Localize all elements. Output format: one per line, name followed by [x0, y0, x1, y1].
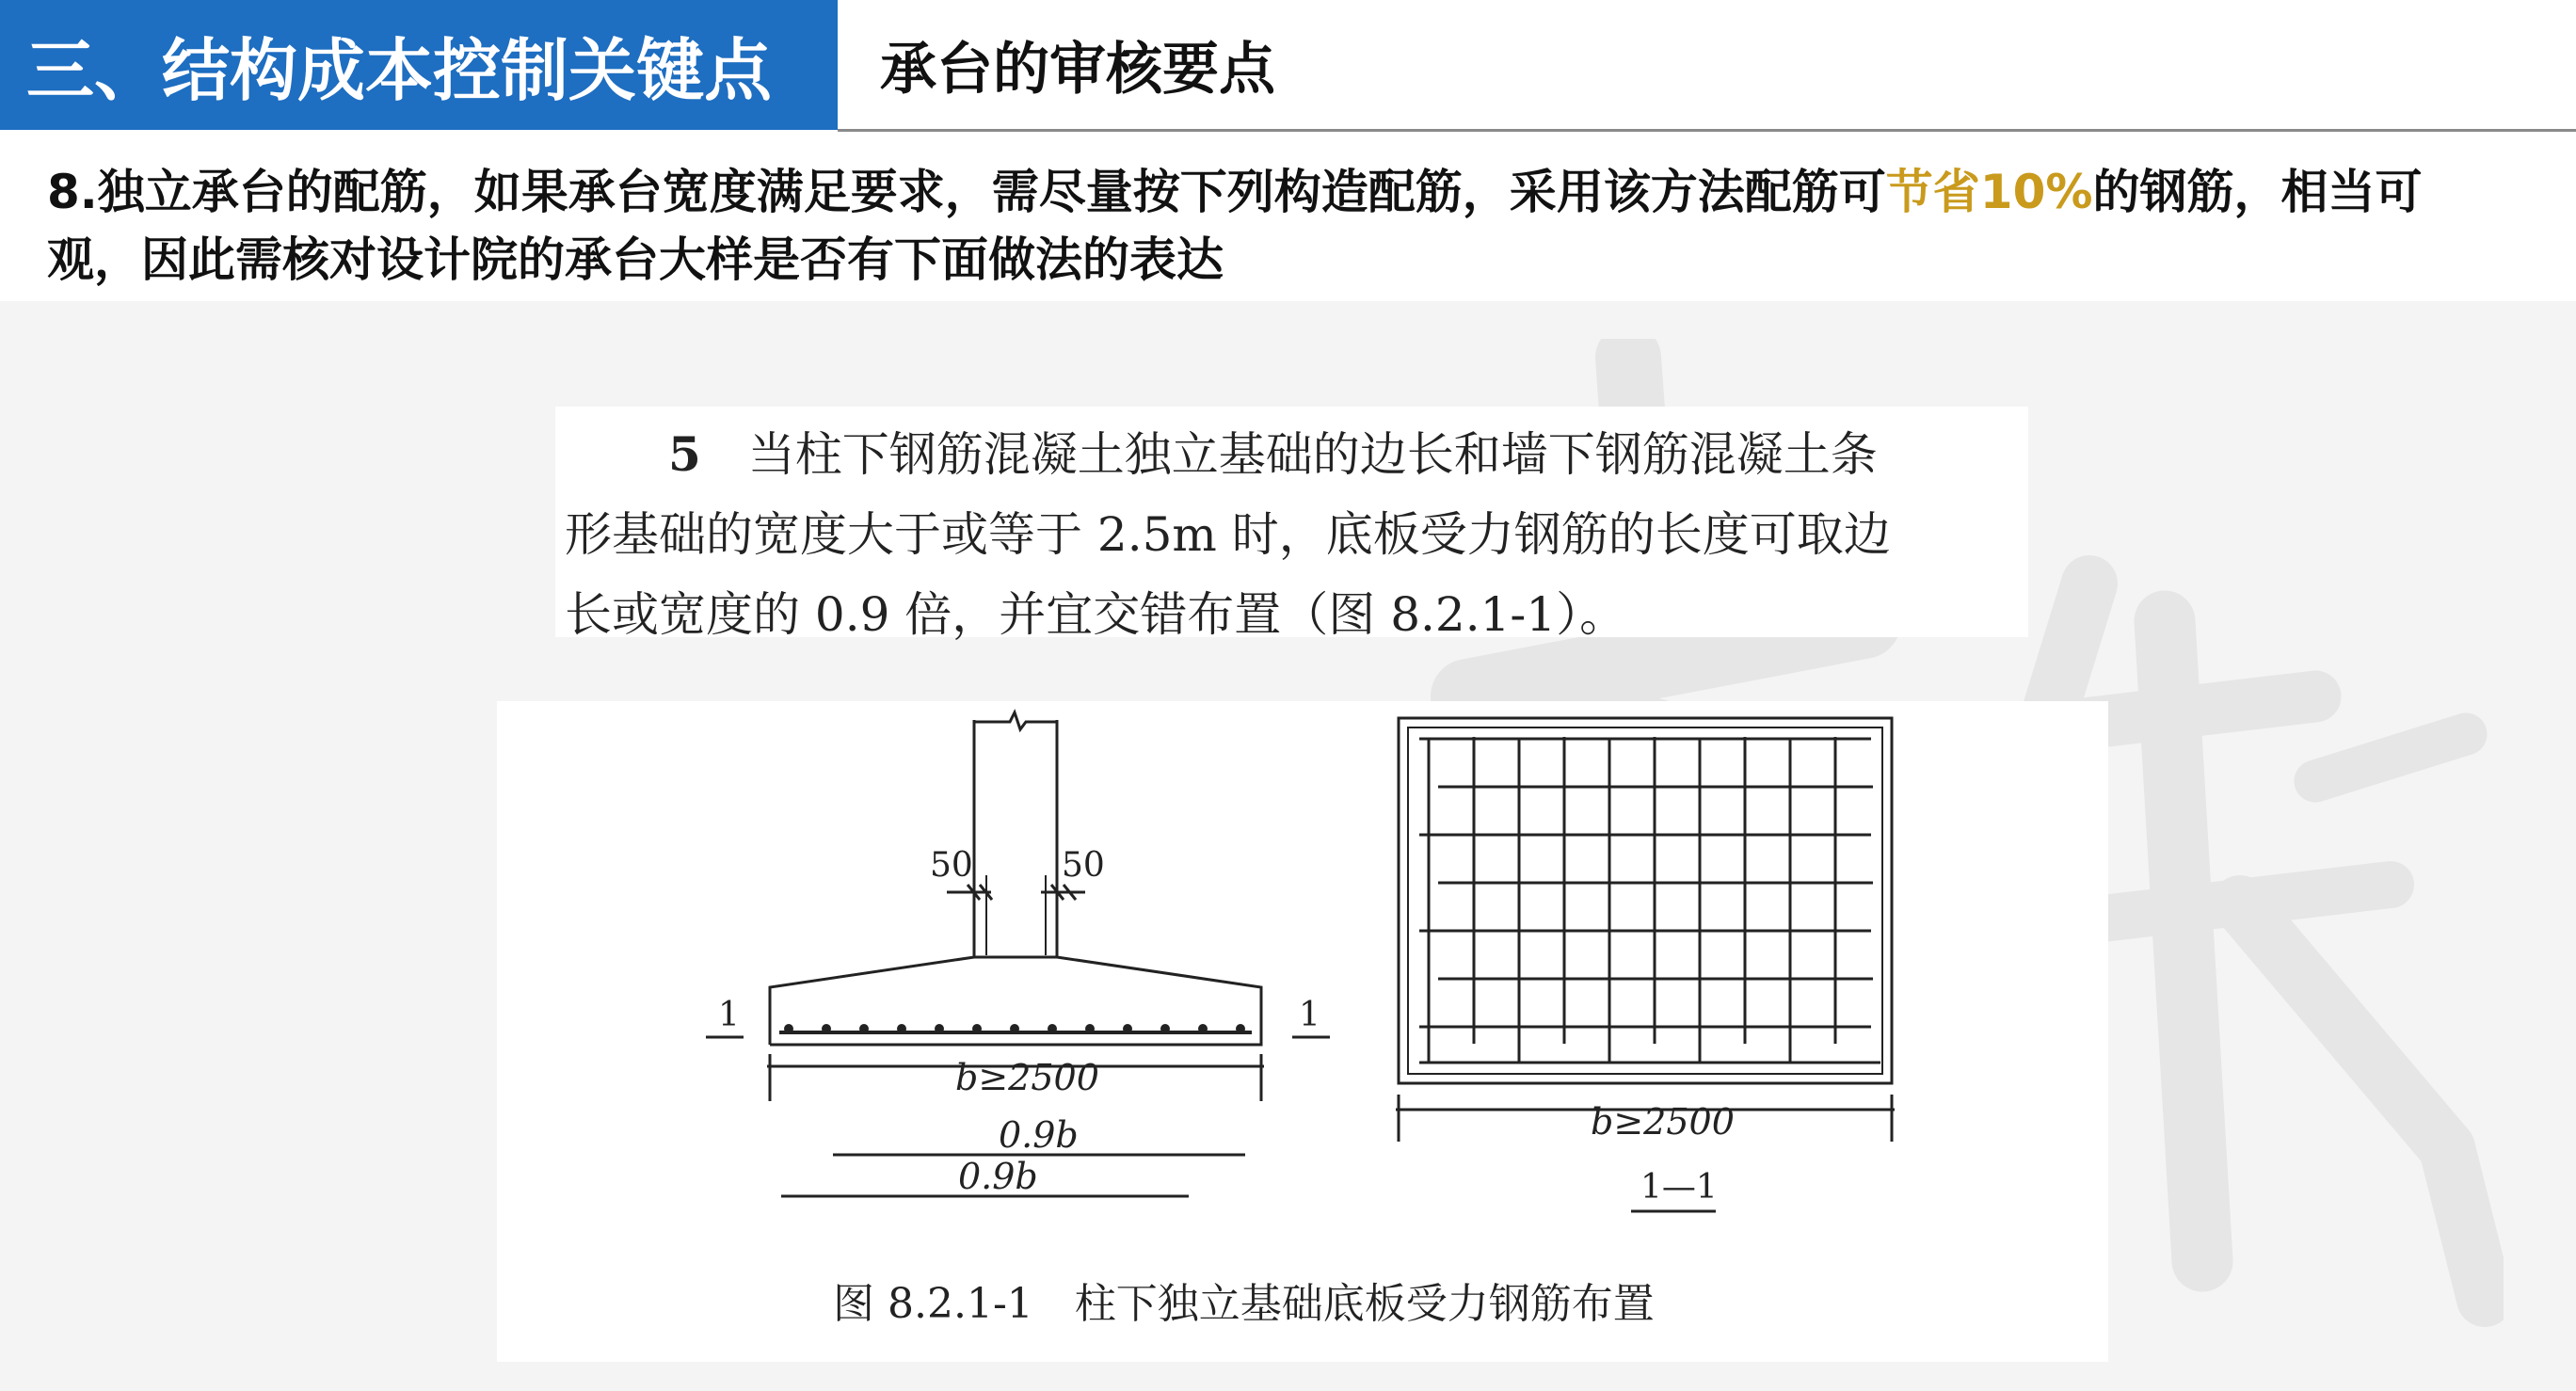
intro-text-part2: 的钢筋，相当可观，因此需核对设计院的承台大样是否有下面做法的表达: [47, 165, 2423, 287]
code-excerpt-line-1: [565, 414, 2033, 495]
plan-rebar-grid: [1419, 737, 1880, 1063]
code-excerpt-line-1-text: 当柱下钢筋混凝土独立基础的边长和墙下钢筋混凝土条: [747, 427, 1878, 482]
bar-length-label-1: 0.9b: [999, 1114, 1079, 1156]
section-title-tab: [0, 0, 838, 130]
code-excerpt-line-2: 形基础的宽度大于或等于 2.5m 时，底板受力钢筋的长度可取边: [565, 507, 1891, 562]
footing-section-view: [770, 712, 1261, 1045]
width-label-right: b≥2500: [1591, 1101, 1735, 1143]
foundation-reinforcement-figure: [497, 701, 2108, 1362]
intro-text-part1: 8.独立承台的配筋，如果承台宽度满足要求，需尽量按下列构造配筋，采用该方法配筋可: [47, 165, 1886, 219]
header-divider: [838, 129, 2576, 132]
plan-inner-border: [1408, 727, 1882, 1074]
intro-highlight: 节省10%: [1885, 165, 2093, 219]
code-excerpt-text: [565, 414, 2033, 655]
section-mark-right: 1: [1299, 996, 1320, 1034]
code-excerpt-line-3: 长或宽度的 0.9 倍，并宜交错布置（图 8.2.1-1）。: [565, 587, 1627, 642]
section-title: 三、结构成本控制关键点: [26, 31, 773, 110]
column-break-line: [974, 712, 1057, 729]
dim-50-right: 50: [1062, 846, 1105, 885]
bar-length-label-2: 0.9b: [958, 1156, 1038, 1197]
intro-paragraph: [47, 158, 2513, 294]
section-mark-left: 1: [718, 996, 740, 1034]
dim-50-left: 50: [930, 846, 973, 885]
clause-number: 5: [668, 426, 701, 482]
width-label-left: b≥2500: [955, 1057, 1099, 1098]
section-label: 1—1: [1640, 1168, 1718, 1207]
slide-subtitle: 承台的审核要点: [880, 37, 1275, 103]
figure-caption: 图 8.2.1-1 柱下独立基础底板受力钢筋布置: [833, 1280, 1655, 1328]
